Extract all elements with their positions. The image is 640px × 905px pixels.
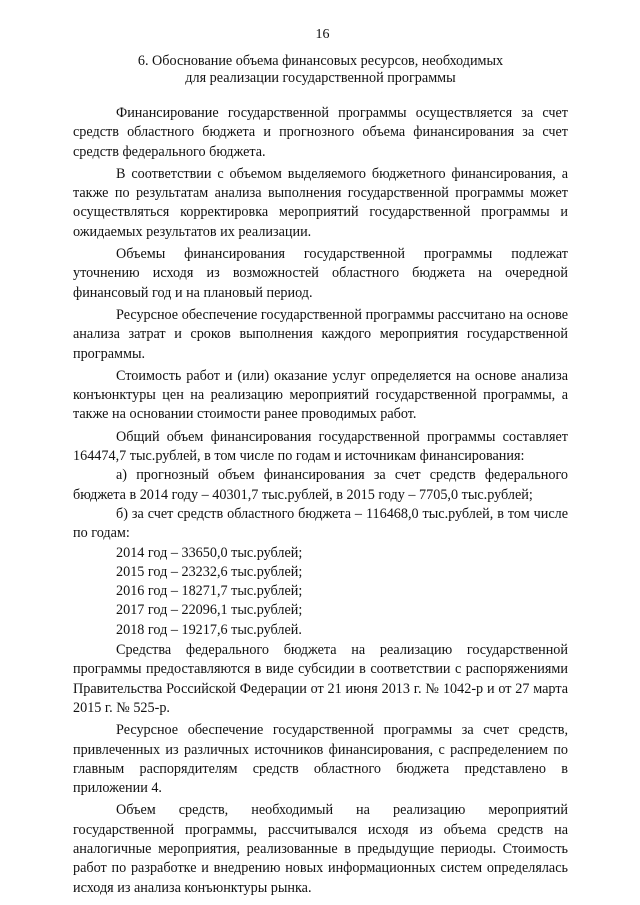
paragraph-financing-sources: Финансирование государственной программы осуществляется за счет средств областного бюджета и прогнозного объема финансирования за счет средств федерального бюджета. bbox=[73, 105, 568, 160]
year-item: 2016 год – 18271,7 тыс.рублей; bbox=[116, 583, 303, 600]
document-body bbox=[73, 104, 568, 898]
year-list bbox=[116, 544, 568, 640]
paragraph-resource-distribution: Ресурсное обеспечение государственной программы за счет средств, привлеченных из различных источников финансирования, с распределением по главным распорядителям средств областного бюджета представлено в приложении 4. bbox=[73, 722, 568, 797]
year-item: 2015 год – 23232,6 тыс.рублей; bbox=[116, 563, 303, 580]
paragraph-volumes: Объемы финансирования государственной программы подлежат уточнению исходя из возможностей областного бюджета на очередной финансовый год и на плановый период. bbox=[73, 246, 568, 301]
paragraph-cost-of-work: Стоимость работ и (или) оказание услуг определяется на основе анализа конъюнктуры цен на реализацию мероприятий государственной программы, а также на основании стоимости ранее проводимых работ. bbox=[73, 367, 568, 423]
paragraph-federal-subsidies: Средства федерального бюджета на реализацию государственной программы предоставляются в виде субсидии в соответствии с распоряжениями Правительства Российской Федерации от 21 июня 2013 г. № 1042-р и от 27 марта 2015 г. № 525-р. bbox=[73, 642, 568, 716]
section-heading-line-1: 6. Обоснование объема финансовых ресурсов, необходимых bbox=[137, 53, 504, 69]
paragraph-funds-calculation: Объем средств, необходимый на реализацию мероприятий государственной программы, рассчитывался исходя из объема средств на аналогичные мероприятия, реализованные в предыдущие периоды. Стоимость работ по разработке и внедрению новых информационных систем определялась исходя из анализа конъюнктуры рынка. bbox=[73, 802, 568, 896]
paragraph-resource-calculation: Ресурсное обеспечение государственной программы рассчитано на основе анализа затрат и сроков выполнения каждого мероприятия государственной программы. bbox=[73, 306, 568, 362]
section-heading bbox=[73, 53, 568, 86]
section-heading-line-2: для реализации государственной программы bbox=[185, 69, 456, 86]
year-item: 2014 год – 33650,0 тыс.рублей; bbox=[116, 544, 303, 561]
year-item: 2018 год – 19217,6 тыс.рублей. bbox=[116, 621, 302, 638]
paragraph-total-volume: Общий объем финансирования государственной программы составляет 164474,7 тыс.рублей, в том числе по годам и источникам финансирования: bbox=[73, 428, 568, 465]
paragraph-adjustment: В соответствии с объемом выделяемого бюджетного финансирования, а также по результатам анализа выполнения государственной программы может осуществляться корректировка мероприятий государственной программы и ожидаемых результатов их реализации. bbox=[73, 165, 568, 240]
paragraph-regional-budget: б) за счет средств областного бюджета – 116468,0 тыс.рублей, в том числе по годам: bbox=[73, 505, 568, 542]
year-item: 2017 год – 22096,1 тыс.рублей; bbox=[116, 602, 303, 619]
paragraph-federal-forecast: а) прогнозный объем финансирования за счет средств федерального бюджета в 2014 году – 40301,7 тыс.рублей, в 2015 году – 7705,0 тыс.рублей; bbox=[73, 467, 568, 503]
page-number: 16 bbox=[315, 27, 330, 42]
